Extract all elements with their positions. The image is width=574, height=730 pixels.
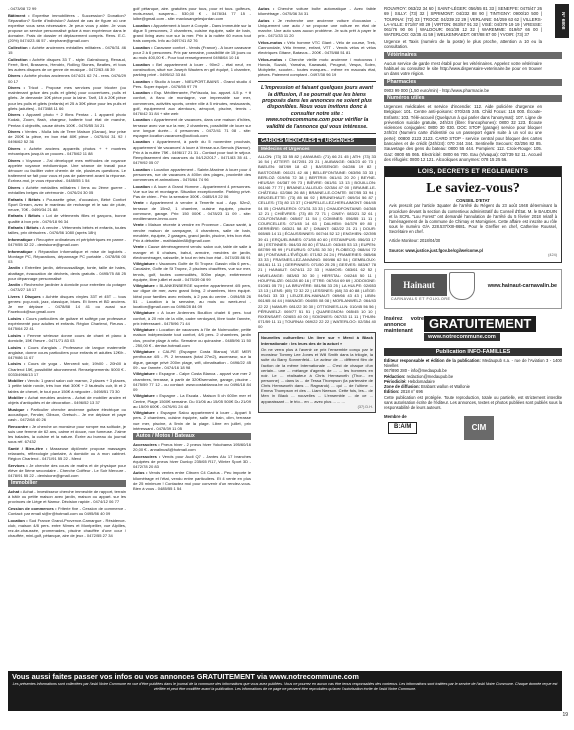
classified-ad [8,378,126,393]
ad-category: Rencontre [8,423,29,429]
classified-ad [133,62,251,77]
classified-ad [8,489,126,504]
ad-category: Location [133,117,150,123]
classified-ad [8,333,126,343]
section-header-immobilier: Immobilier [8,480,126,487]
section-header-autos: Autos / Motos / Bateaux [133,433,251,440]
classified-ad [133,454,251,469]
ad-category: Mobilier [8,378,24,384]
ad-category: Informatique [8,236,33,242]
classified-ad [8,225,126,235]
ad-text: • A louer à Grand Homme - Appartement 4 personnes. Vue sur lac et montagne. Situation exceptionnelle. Parking privé. Pas de chien - Prix: la semaine 300€ - 0485/19 22 06 [133,183,251,199]
ad-category: Accessoires [133,453,157,459]
classified-ad [133,261,251,282]
classified-ad [258,40,376,55]
ad-text: • Espagne - La Escala - Maison 5 ch 600m mer et Centre, Plage 1500€ semaine. Du 01/06 au 15/05 500€ Du 21/09 au 15/09 600€ - 0476/91 24 48 [133,393,251,409]
classified-ad [8,6,126,11]
banner-title: Vous aussi faites passer vos infos ou vos annonces GRATUITEMENT via www.notrecommune.com [12,672,359,681]
classified-ad [258,57,376,78]
ad-category: Villégiature [133,393,155,399]
publication-info [384,358,562,411]
ad-category: Vente [133,222,144,228]
publication-header: Publication INFO-FAMILLES [384,348,562,356]
publication-value: redaction@medaupub.be [406,373,454,379]
legal-subtitle: CONSEIL D'ETAT [456,198,490,204]
ad-category: Divers [8,112,21,118]
classified-ad [8,361,126,376]
ad-category: Enfants / Bébés [8,213,41,219]
ad-text: golf pétanque, aire. gratuites pour tous, pour et tous. golfeurs, mots-exact, suspens... 530,00 € - 0478/34 77 15 - lolbe@gmail.com - site: maxlosangelesjordan.com [133,6,251,22]
gardes-list-continued: ROUVROY: 063/22 34 60 | SAINT-LÉGER: 056/55 81 33 | SENEFFE: 0475/47 26 69 | SILLY: (73) 32 | SPRIMONT: 04/232 88 90 | TINTIGNY: 0900/10 500 | TOURNAI: (72) 33 | TROOZ: 04/239 22 29 | VERLAINE: 04/259 63 62 | VILLERS-LA-VILLE: 071/87 80 29 | VIRTON: 063/57 91 32 | VISÉ: 04/379 19 19 | VRESSE: 061/76 90 06 | WALDOUR: 061/38 12 32 | WAREMME: 019/67 66 00 | WATERLOO: 02/35 41 59 | WELKENRAEDT: 087/88 87 00 | YVOIR: (73) 37 [384,6,542,38]
ad-text: • Achète médailles militaires / liens ou 2ème guerre - médailles belges de cérémonie - 0476/24 30 05 [8,184,126,196]
ad-text: • Esp. Méditerranée, Peñíscola, loc. appart. 4-5 p. + tt confort, à flanc de montagne, vue imprenable sur mer, commerces, activités sports, centre ville à 5 minutes, restaurants, golf, équipement aux alentours, aéroport, piscine, tennis - 0476/42 31 84 + site web [133,90,251,116]
classified-ad [133,222,251,243]
ad-text: • Lot de vêtements filles et garçons, bonne qualité à bon prix - 0479/18 96 34 [8,213,126,224]
ad-text: • CALPE (Espagne Costa Blanca) VUE MER penthouse 4/5 - Pl. 2 terrasses (total 27m2), ascenseur, sur la digue, garage privé 200m plage, wifi, climatisation - 0496/22 45 09 - sur l'année - 0474/16 18 98 [133,349,251,370]
cultural-news-ref: (37) D.H. [357,405,373,410]
ad-category: Livres / Disques [8,294,41,299]
ad-text: • Appartement à louer à Coxyde - Dans immeuble sur la digue 5 personnes, 2 chambres, cuisine équipée, salle de bain, grand living avec vue sur la mer. Prix à la nuitée 60 euros tout frais compris. Info au 0497/41 82 76 [133,22,251,44]
publication-row [384,358,562,369]
ad-category: Location [133,139,150,145]
cultural-news-text: On ne verra plus à l'avenir ce prix l'ensemble conçu par le monsieur Tommy Lee Jones et Will Smith dans la trilogie, la suite du Barry Sonnenfeld... Le acteur de ... différent film de l'action de la même Internationale ... C'est de chaque d'un certain... une ... mélange d'agents de ... ... les hommes en noir. Le ... réalisateur à Chris Hemsworth (Thor... en personne) ... dans la ... de Tessa Thompson (la partenaire de Chris Hemsworth dans ... Ragnarok) ... qui ... de l'ultime ... Emma Thompson et des ... Liam Neeson. Cette fois, les... de Men in Black ... nouvelles ... L'ensemble ... de ce ... apparaissant ... le trio... en ... avec plus ... ... ... [261,347,373,404]
ad-text: • A vendre - Vêtements bébés et enfants, toutes tailles, prix dérisoires - 0476/56 1080 (après 18h) [8,225,126,236]
hainaut-logo: Hainaut [391,274,447,296]
legal-ref: (424) [548,252,557,257]
ad-category: Vélos-motos [258,39,283,45]
ad-category: Enfants / Bébés [8,225,39,231]
ad-text: • Réparation informatique et mise de logiciels - Montage PC, Réparations, dépannage PC portable - 0478/56 00 03 [8,248,126,264]
ad-text: • Cherche vieille moto ancienne / motocross / Honda, Suzuki, Yamaha, Kawasaki, Peugeot, Vespa, Solex, Mobylette, scooter... toutes marques... même en mauvais état, pièces. Paiement comptant - 0497/38 96 19 [258,56,376,78]
classified-ad [133,349,251,370]
ad-text: • Bel appartement à louer - 90m2 - état neuf, en construction, situé rue Joseph Wauters en gril équipé, 1 chambre, parking privé - 0495/12 33 84 [133,61,251,78]
classifieds-list-immobilier [8,489,126,538]
section-header-pharma: Pharmacies [384,79,562,86]
section-header-useful: Numéros utiles [384,95,562,102]
ad-category: Achat [8,489,20,495]
classified-ad [8,282,126,292]
vet-text: Aucun service de garde n'est établi pour les vétérinaires. Appelez votre vétérinaire habituel ou consultez le site http://www.dispensaire-veterinaire.be pour en trouver un dans votre région. [384,60,542,77]
legal-footnote: Article Moniteur: 2018/04/30 [389,238,441,244]
ad-text: • Pneus hiver - 2 pneus hiver Yokohama 195/60/16 20,00 € - annalinus8@hotmail.com [133,441,251,452]
free-ad-promo[interactable] [384,314,562,342]
ad-text: • Recupère ordinateurs et périphériques en panne - 0479/55 32 22 - deniskone@gmail.com [8,236,126,248]
ad-text: • Entretien jardin, débroussaillage, tonte, taille de haies, abattage, évacuation de déchets, devis gratuits - 0495/75 88 25 pour dépannage personnalisé [8,265,126,281]
ad-text: • Vacances Golfe de St Tropez: Gassin villa 6 pers., Cavalaire, Golfe de St Tropez, 2 piscines chauffées, vue sur mer, tennis, golf, toutes commodités, 500m plage, entièrement équipée, libre juillet et août - 0475/39 08 99 [133,261,251,282]
classifieds-list-2 [133,6,251,431]
classified-ad [133,23,251,44]
ad-text: • Studio à louer - NIEUPORT-BAINS - Grand studio 4 Pers. Super équipé - 0476/55 97 79 [133,78,251,89]
classified-ad [8,185,126,195]
ad-category: Santé / Bien-être [8,445,44,451]
classified-ad [8,395,126,405]
right-column [384,6,562,442]
classified-ad [8,158,126,184]
ad-text: • Appartement à vendre à Tenerife sud - App. 52m2, terrasse de 15m2, 1 chambre, cuisine équipée, piscine commune, garage. Prix: 150 000€ - 0478/23 11 09 - site: mediterranee-immo.com [133,200,251,221]
publication-key: Édition: [384,389,400,395]
urgence-note: Urgence et Taxis (numéro de la poste) le plus proche, attention a 10 eu la consultation. [384,39,542,50]
classified-ad [133,283,251,309]
classified-ad [258,6,376,16]
ad-category: Divers [8,129,21,135]
classified-ad [8,237,126,247]
classifieds-column-2 [133,6,251,666]
ad-category: Villégiature [133,371,155,377]
website-notice: L'impression et faisant quelques jours avant la diffusion, il se pourrait que les biens proposés dans les annonces ne soient plus disponibles. Nous vous invitons donc à consulter notre site : www.notrecommune.com pour vérifier la validité de l'annonce qui vous intéresse. [258,81,376,134]
classified-ad [8,73,126,83]
classified-ad [133,167,251,182]
ad-text: • Achat meubles anciens - Achat de mobilier ancien et objets d'antiquités et de décoration - 0496/52 13 37 [8,395,126,406]
gardes-title: GARDES MEDICALES ET URGENCES [258,138,376,145]
free-ad-url[interactable]: www.notrecommune.com [424,333,500,341]
classified-ad [133,45,251,60]
classified-ad [8,112,126,127]
ad-category: Villégiature [133,349,155,355]
ad-category: Autos [258,17,270,23]
publication-value: 067/890 280 - info@medaupub.be [384,368,447,374]
ad-text: • Recherche jardinier à domicile pour entretien du potager - 0473/27 18 17 [8,282,126,293]
page-number: 19 [562,712,568,718]
publication-value: 2018 n° 696 [400,389,423,395]
ad-category: Villégiature [133,410,155,416]
classified-ad [133,200,251,221]
classifieds-column-1 [8,6,126,666]
classified-ad [133,393,251,408]
publication-value: Hebdomadaire [407,378,435,384]
ad-text: • Achète photos anciennes 0474/21 62 74 - rens. 0476/29 00 17 [8,73,126,84]
gardes-subtitle: Médecins et Urgences [258,146,376,152]
ad-category: Cession de commerces [8,505,54,511]
classified-ad [133,117,251,138]
ad-category: Loisirs [8,361,22,367]
ad-text: • Vends: 1 grand salon cuir marron, 2 places + 3 places, 1 petite table ronde, très bon état 300€ + 2 fauteuils cuir, lit et 2 tables de chevet, le tout pour 150€ à négocier - 0498/51 73 30 [8,378,126,394]
ad-category: Location [133,44,150,50]
ad-text: • A louer Ardennes Bouillon chalet 6 pers. tout confort, à 20 min de la ville, cadre verdoyant, libre toute l'année, prix intéressant - 0475/96 71 44 [133,310,251,326]
ad-text: • Je recherche une ancienne voiture d'occasion - Uniquement une auto / se propose une voiture en état de marche. Une auto sans aucun problème. Je suis prêt à payer le prix - 0471/33 11 20 [258,17,376,39]
ad-text: • Maison récente à vendre en Provence - Cause santé, à vendre maison de campagne, 4 chambres, salle de bain, meublée, équipée, 2 garages, grand jardin, piscine, très bon état. Prix à débattre - mathiaskim88@gmail.com [133,222,251,243]
ad-text: • Appareil photo + 2 films Pentax - 1 appareil photo Kodak, Zoom, flash, chargeur, batterie tout état de marche, Pentax 4 objectifs, cause décès 100€ - 0476/55 34 21 [8,112,126,128]
classified-ad [133,310,251,325]
ad-category: Enfants / Bébés [8,196,41,202]
ad-text: • Achat - Investisseur cherche immeuble de rapport, terrain à bâtir ou petite maison avec jardin, maison ou appart. sur les provinces de Liège et Namur. Décision rapide - 0474/12 06 77 [8,489,126,505]
section-header-vet: Vétérinaires [384,52,562,59]
classified-ad [8,407,126,422]
ad-category: Services [8,462,25,468]
ad-category: Mobilier [8,395,24,401]
ad-category: Jardin [8,282,21,288]
ad-category: Divers [8,184,21,190]
ad-category: Bâtiment [8,12,26,18]
publication-key: Rédaction: [384,373,406,379]
ad-text: • Expertise immobilières - Succession? Donation? Séparation? Sortie d'indivision? Autant de cas de figure où une expertise vous sera nécessaire. Je peux vous y aider. Je vous propose un service personnalisé grâce à mon expérience dans le domaine. Frais de dossier et déplacement compris. Rens. E.C.(20%) 0474/23 46 57 - stephane@gmail.com [8,12,126,44]
ad-text: • Achète anciens appareils photos + + montres mécaniques jusqu'à un pouces - 0475/62 11 88 [8,146,126,157]
pharma-text: 0903 99 000 (1,50 euro/min) - http://www.pharmacie.be [384,87,490,93]
classified-ad [8,213,126,223]
cim-logo: CIM [464,416,494,440]
ad-text: • Vends ventes entre Citroen C4 Cactus - Peu importe le kilométrage et l'état, vendu entre particuliers. Et 4 vente en plus de 25 minimum ! Contactez moi pour convenir d'un rendez-vous. Bien à vous - 0485/55 1 54 [133,470,251,491]
member-label: Membre de [384,414,407,420]
classified-ad [8,197,126,212]
cultural-news-box [258,332,376,413]
hainaut-subtitle: CARNAVALS ET FOLKLORE [391,296,451,301]
ad-text: - 0473/08 72 99 [8,6,37,11]
ad-category: Jardin [8,265,21,271]
ad-text: • Cours d'anglais - Professeur de langue maternelle anglaise, donne cours particuliers pour enfants et adultes 12€/h - 0479/86 11 67 [8,344,126,360]
ad-category: Loisirs [8,344,22,350]
ad-category: Collection [8,44,28,50]
classifieds-list-1 [8,6,126,478]
ad-text: • Achète anciennes médailles militaires - 0476/31 46 15 [8,44,126,56]
ad-category: Vente [133,244,144,250]
ad-text: • Cherche voiture boîte automatique - Avec faible kilométrage - 0475/36 34 31 [258,6,376,17]
ad-category: Collection [8,56,28,62]
classified-ad [8,506,126,516]
publication-value: Brabant wallon et Wallonie [421,384,470,390]
ad-category: Divers [8,85,21,91]
classified-ad [8,129,126,144]
ad-category: Location [133,90,150,96]
legal-body [385,177,561,262]
ad-category: Loisirs [8,332,22,338]
classified-ad [133,410,251,431]
ad-category: Location [133,183,150,189]
classified-ad [133,139,251,165]
legal-header: LOIS, DECRETS ET REGLEMENTS [385,167,561,177]
classified-ad [133,442,251,452]
classified-ad [8,518,126,539]
ad-text: • Cause déménagement vends: salon cuir, table de salle à manger et 6 chaises, bahut, armoire, meubles de jardin, électroménager, vaisselle, le tout en très bon état - 0474/35 86 91 [133,244,251,260]
ad-category: Vélos-motos [258,56,283,62]
ad-text: • Friterie fixe - Cession de commerce - Contact: par email si@rr@hotmail.com ou 0495/56 40 09 [8,505,126,517]
ad-text: • Location appartement - Sainte-Maxime à louer pour 4 personnes, rue de vacances à 400m des plages, proximité des commerces et animations - 0476/64 74 96 [133,166,251,182]
ad-text: • Caravane confort - Vends (France) - A louer caravane pour 2 à 6 personnes. Prix par semaine, possibilité de 15 jours ou au mois 400,00 € - Pour tout renseignement 0498/64 10 16 [133,44,251,61]
ad-text: • Location de vacances à l'île de Noirmoutier, petite maison indépendante tout confort, 4/6 pers. 2 chambres, jardin clos, proche plage à vélo. Semaine ou quinzaine - 0485/96 11 50 - 250,00 € - denise.hotmail.com [133,327,251,348]
ad-text: • Espagne Salou appartement à louer - Appart 5 pers. 2 chambres, cuisine équipée, salle de bain, clim, terrasse vue mer, piscine, à 5min de la plage. Libre en juillet, prix intéressant - 0478/39 11 05 [133,410,251,431]
useful-numbers: Urgences médicales et service d'incendie: 112. Aide policière d'urgence en Belgique: 101. Centre anti-poisons: 070/245 245. Child Focus: 116 000. Écoute-Enfants: 103. Télé-accueil (Quelqu'un à qui parler dans l'anonymat): 107. Ligne de prévention suicide gratuite, 24h/24 (libre: francophones): 0800 32 123. Écoute violences conjugales: 0800 30 030. DOC STOP (garage) service pour bloquer 24h/24 (Numéro carte d'identité ou un passeport égaré suite à un vol ou une perte): 00800 2123 2123. CARD STOP - service central pour bloquer des cartes bancaires et de crédit (24h/24): 070 344 344. Sentinelle Secours: 02/256 82 85. Sauvetage des gens du bateau: 0800 55 444. Pompiers: 112. Croix-Rouge: 105. Gaz: 0800 65 065. Electricité: 0800 66 700. Eau (Vivaqua): 02/739 52 11. Accueil des réfugiés: 0800 12 121. Alcooliques anonymes: 078 15 25 56. [384,103,542,162]
ad-text: • Tricot - Propose mes services pour tricoter (ou maintenant grâce des pulls et gilets) pour couvertures, pulls et gilets. Je demande 10€ pièce pour la laine. Tarif, 15 à 20€ pièce pour les pulls et gilets (enfants) et 25 à 30€ pièce pour les pulls et gilets (adultes) - 0473/88 11 66 [8,85,126,111]
ad-category: Divers [8,157,21,163]
ad-category: Informatique [8,248,33,254]
ad-text: • Particulier cherche ancienne guitare électrique ou acoustique, Fender, Gibson, Gretsch... Je me déplace et paye cash - 0472/68 40 26 [8,406,126,423]
ad-category: Villégiature [133,261,155,267]
membership [384,414,562,442]
ad-category: Vente [133,200,144,206]
publication-value: Medaupub s.a. - rue de l'Aviation 3 - 1400 Nivelles [384,357,562,369]
ad-category: Location [133,61,150,67]
classified-ad [8,85,126,111]
ad-text: • Je cherche des cours de maths et de physique pour élève de 5ème secondaire - Cherche Coiffeur - Le Soir Mercure - 0478/91 55 22 - deniskone@gmail.com [8,462,126,478]
ad-text: • Femme sérieuse donne cours de chant et piano à domicile, 15€ l'heure - 0471/71 83 03 [8,332,126,344]
ad-text: • Voyance - J'ai développé mes méthodes de voyance appelée voyance médiumnique. Une séance de travail pour dénouer ou faciliter votre chemin de vie, plusieurs questions. Le traitement se fait pour vous et pas de paiement avant la réponse. Écrivez-moi, je vous répondrai - 0485/55 1 54 [8,157,126,184]
classifieds-list-autos [133,442,251,491]
ad-category: Location [133,22,150,28]
banner-disclaimer: Les présentes informations sont collectées par l'asbl Notre Commune en vue d'être publiées dans le journal de la commune des informations que vous avez publiées. Vous ne pourrez en aucun cas être tenus responsables des contenus. Les informations sont traitées par le service de l'asbl Notre Commune. Chaque donnée reçue est vérifiée et peut être modifiée avant la publication. Les informations de ce page ne peuvent être reproduites qu'avec l'autorisation écrite de l'asbl Notre Commune. [12,682,558,691]
classified-ad [8,265,126,280]
ad-category: Loisirs [8,316,22,322]
ad-category: Autos [258,6,270,11]
ad-category: Villégiature [133,310,155,316]
hainaut-ad[interactable] [384,269,562,309]
classifieds-list-3 [258,6,376,77]
bottom-banner[interactable] [8,671,562,711]
classified-ad [8,294,126,315]
ad-category: Villégiature [133,327,155,333]
legal-box [384,166,562,263]
classified-ad [133,244,251,259]
classified-ad [8,45,126,55]
classified-ad [133,90,251,116]
ad-category: Location [133,166,150,172]
ad-text: • Achète disques vinyles 33T et 45T ... tous genres: pop-rock, jazz, classique, blues. Et livres et BD anciens. Je me déplace - 0478/88 14 41 ou aussi sur Facebook@sur.gmail.com [8,294,126,315]
classified-ad [8,146,126,156]
ad-category: Accessoires [133,441,157,447]
classified-ad [133,470,251,491]
ad-text: • Sud France Grand-Provence-Camargue - Résidence-club, maison 4/8 pers. entre Nîmes et Montpellier, vue Alpilles, rez-de-chaussée, promenades, piscine chauffée d'une cour / chauffée, mini-golf, pétanque, aire de jeux - 0472/55 27 34 [8,517,126,539]
free-ad-label: Insérez votre annonce maintenant [384,315,424,334]
ad-category: Autos [133,470,145,476]
classified-ad [133,79,251,89]
ad-text: • BLANKENBERGE superbe appartement 4/5 pers, sur digue de mer, avec grand living, 2 chambres, bien équipé. Idéal pour familles avec enfants, à 2 pas du centre - 0494/55 26 51 - Location à la semaine, au mois ou week-end - location@gmail.com ou 0496/28 84 09 [133,283,251,309]
publication-value: Cette publication est protégée. Toute reproduction, totale ou partielle, est strictement interdite sans autorisation écrite de l'éditeur. Les annonces, textes et photos publiées sont publiés sous la responsabilité de leurs auteurs. [384,394,562,411]
cultural-news-title: Nouvelles culturelles: Un livre sur « Merci à Black Internationale : les leurs des de la actuel » [261,335,373,346]
classified-ad [8,57,126,72]
classified-ad [258,18,376,39]
ad-category: Musique [8,406,25,412]
ad-text: • Vélo homme VTC Giant - Vélo de course, Trek, Cannondale, Vélo femme, enfant, VTT - Vends vélos et vélos électriques Gitane, Batavus... 200€ - 0475/88 51 81 [258,39,376,56]
legal-source-link[interactable]: Source: www.justice.just.fgov.be/cgi/welcome.pl [389,247,483,253]
classified-ad [133,327,251,348]
ad-text: • Vends pour Audi Q7 - Jantes Alu 17 branches équipées de pneus hiver Dunlop 235/65 R17, Winter Sport 3D - 0472/78 20 83 [133,453,251,469]
ad-category: Location [8,517,25,523]
classified-ad [8,316,126,331]
publication-row [384,395,562,411]
ad-category: Villégiature [133,283,155,289]
classified-ad [133,371,251,392]
ad-text: • Cours de yoga - Mercredi soir, 19h00 - 20h00 à Charleroi 15€, possibilité abonnement. Renseignements: 5000 € - 0033/4966/13 17 [8,361,126,377]
gardes-list: ALLON: (73) 33 55 82 | ANVAING: (71) 66 21 45 | ATH: (73) 33 16 54 | ATTERT: 0472/51 23 21 | AUBANGE: 063/23 40 73 | BAELEN: 087/89 18 42 | BASSENGE: 04/286 19 82 | BASTOGNE: 061/21 42 46 | BELLEFONTAINE: 063/56 33 33 | BERLOZ: 019/56 72 38 | BERTRIX: 061/41 20 20 | BEYNE-HEUSAY: 04/387 99 73 | BIÈVRE: 061/51 13 13 | BOUILLON: 061/46 77 77 | BRAINE-L'ALLEUD: 02/384 47 00 | BRAINE-LE-CHÂTEAU: 02/366 26 88 | BRAINE-LE-COMTE: 067/55 33 94 | BRUGELETTE: (73) 85 66 92 | BRUNEHAUT: 069/34 56 87 | CELLES: (73) 80 13 37 | CHAPELLE-LEZ-HERLAIMONT: 064/45 04 05 | CHARLEROI: 071/31 33 33 | CHAUDFONTAINE: 04/365 12 21 | CHIÈVRES: (73) 85 72 71 | CINEY: 083/21 32 61 | COLFONTAINE: 065/67 11 54 | COMINES: 056/55 11 11 | COURCELLES: 071/45 14 63 | DALHEM: 04/379 69 80 | DERRIÈRE: 083/21 58 87 | DINANT: 082/22 21 21 | DOUR: 065/65 14 11 | ÉCAUSSINNES: 067/44 52 12 | ENGHIEN: 02/395 39 41 | ERQUELINNES: 071/55 40 60 | ESTAIMPUIS: 056/33 17 38 | ESTINNES: 064/33 80 80 | ÉTALLE: 063/45 53 13 | EUPEN: 087/59 95 99 | FLEURUS: 071/81 30 30 | FLOBECQ: 068/44 72 88 | FONTAINE-L'ÉVÊQUE: 071/52 24 24 | FRAMERIES: 065/66 33 33 | FRASNES-LEZ-ANVAING: 069/86 62 54 | GEMBLOUX: 081/61 11 11 | GERPINNES: 071/50 25 25 | GESVES: 083/67 78 21 | HAINAUT: 0474/11 22 33 | HAMOIS: 083/61 62 52 | HAVELANGE: 083/63 30 30 | HERSTAL: 04/248 50 11 | HOUFFALIZE: 061/28 80 16 | ITTRE: 067/64 69 69 | JODOIGNE: 010/81 05 70 | LA BRUYÈRE: 081/56 33 25 | LA HULPE: 02/653 13 13 | LENS: (65) 72 32 22 | LESSINES: (68) 33 40 88 | LIÈGE: 04/341 33 33 | LEUZE-EN-HAINAUT: 069/66 43 43 | LIBIN: 061/65 44 44 | MANAGE: 064/55 08 08 | MORLANWELZ: 064/43 22 22 | NAMUR: 081/22 30 30 | OTTIGNIES-LLN: 010/45 56 56 | PÉRUWELZ: 069/77 51 51 | QUAREGNON: 065/45 10 10 | RIXENSART: 02/653 40 00 | SOIGNIES: 067/33 11 11 | THUIN: 071/59 11 11 | TOURNAI: 069/22 22 22 | WATERLOO: 02/354 40 00 [258,154,376,330]
publication-key: Zone de diffusion: [384,384,420,390]
ad-text: • Espagne - Calpe Costa Blanca - appart vue mer 2 chambres, terrasse, à partir de 320€/semaine, garage, piscine - 0475/59 77 12 - ou contact: www.costablanca.be ou 0496/18 84 09 [133,371,251,392]
ad-text: • Appartement, à partir du 5 novembre prochain, appartement 'de vacances' à louer à Vresse-sur-Semois (Namur). Prix à la nuitée 75€ - 0496/17 21 31 - Contact pour tout le séjour. Remplissement des vacances du 04/12/2017 - 0471/83 35 41 - 0479/92 05 07 [133,139,251,166]
classified-ad [8,463,126,478]
classified-ad [133,6,251,21]
publication-key: Périodicité: [384,378,407,384]
ad-category: Divers [8,73,21,79]
ad-category: Divers [8,146,21,152]
ad-text: • Ventes - Mulla lots de Terre Maison (Ganac), leur prise de 200€ la pièce, en bon état 80€ pièce - 0475/44 31 92 / 0496/62 52 36 [8,129,126,145]
classified-ad [8,424,126,445]
issue-number-tab: N° 6808 [555,4,569,38]
classified-ad [8,446,126,461]
crest-icon [449,272,475,300]
classified-ad [8,345,126,360]
ad-category: Location [133,78,150,84]
bam-logo: B:A/M [388,422,417,433]
free-ad-big: GRATUITEMENT [424,316,536,332]
ad-text: • Je cherche un monsieur pour rompre ma solitude, je suis une femme de 62 ans, calme et douce, non fumeuse. J'aime les balades, la cuisine et la nature. Écrire au bureau du journal sous réf. 67432 [8,423,126,445]
ad-text: • Masseuse diplômée propose massages relaxants, réflexologie plantaire, à domicile ou à mon cabinet. Région Charleroi - 0471/91 55 22 - Merci [8,445,126,462]
legal-title: Le saviez-vous? [426,181,520,197]
ad-text: • Cours particuliers de guitare et solfège par professeur expérimenté pour adultes et enfants. Région Charleroi, Fleurus - 0475/64 22 41 [8,316,126,332]
ad-text: • Achète disques 33 T - style: Gainsbourg, Renaud, Ferré, Brel, Brassens, Hendrix, Rolling Stones, Beatles, et tous les autres disques de ce genre de musique - 0472/63 46 39 [8,56,126,72]
ad-text: • Poussette grise, d'occasion, Bébé Confort Sport Dream, avec le manteau de rechange et le sac de pluie, neuve, 70€ - 0499/34 21 88 [8,196,126,212]
ad-text: • Appartement de vacances, dans une maison d'hôtes, terrasse avec vue sur la mer, 2 chambres, possibilité de louer sur une longue durée... 4 personnes - 0472/41 71 08 - site: espagne.location.vacances@outlook.com [133,117,251,138]
legal-text: Avis prescrit par l'article 3quater de l'arrêté du Régent du 23 août 1948 déterminant la procédure devant la section du contentieux administratif du Conseil d'État. M. le BAUDUIN et la SCRL "Lou Forest" ont demandé l'annulation de l'arrêté du 5 février 2018 relatif à l'aménagement de la commune de Chimay et Momignies. Cette affaire est inscrite au rôle sous le numéro G/A 228.537/XIII-8681. Pour le Greffier en chef, Catherine Roussel, Secrétaire en chef. [389,203,557,235]
classified-ad [8,249,126,264]
publication-key: Éditeur responsable et édition de la publication: [384,357,481,363]
hainaut-url[interactable]: www.hainaut-carnavalin.be [487,282,557,289]
classifieds-column-3 [258,6,376,666]
classified-ad [8,13,126,44]
classified-ad [133,184,251,199]
